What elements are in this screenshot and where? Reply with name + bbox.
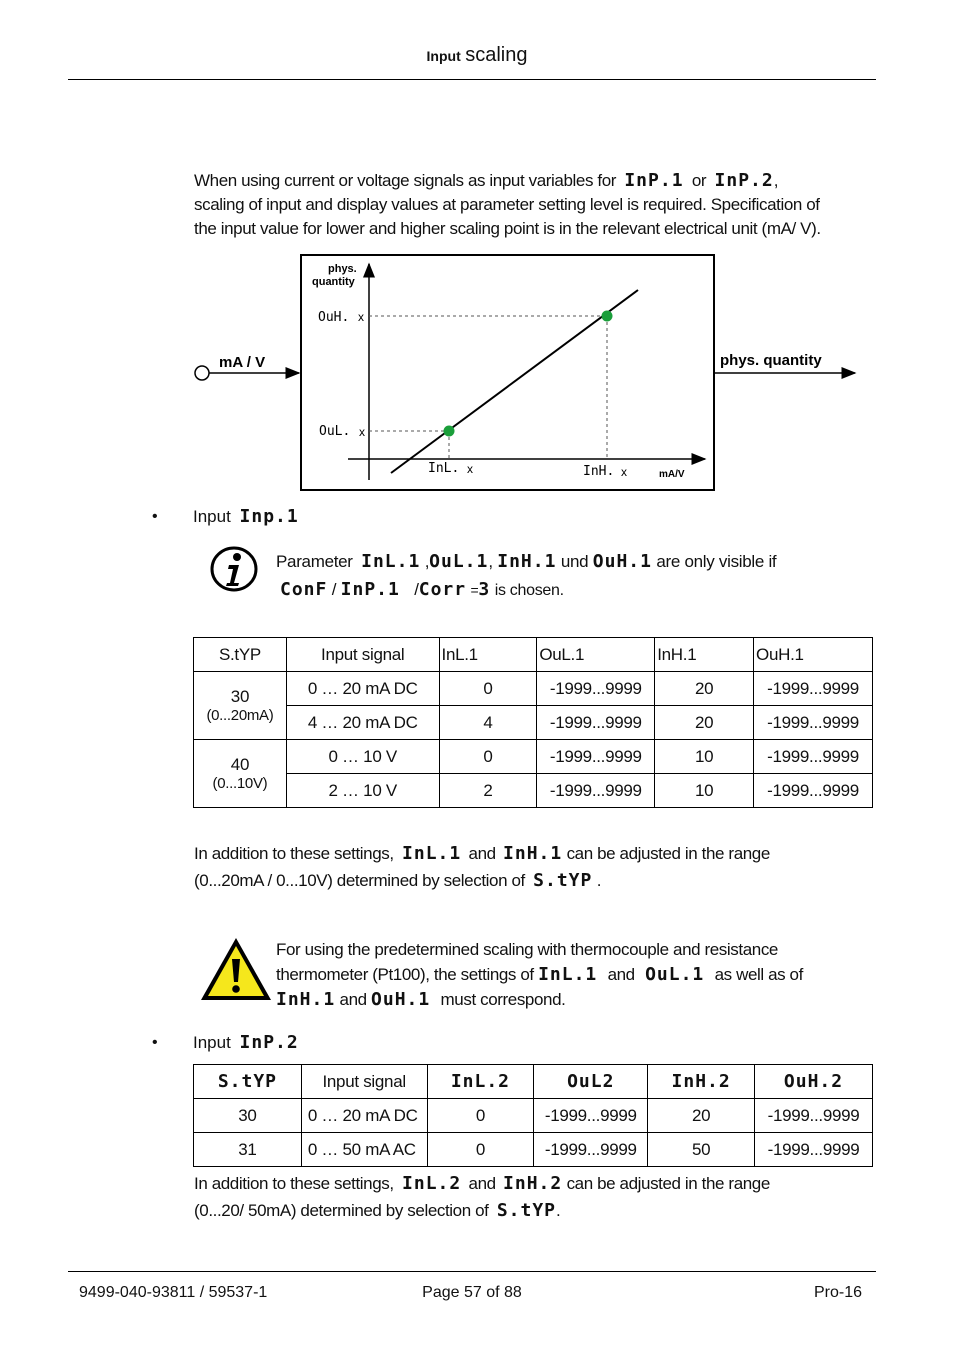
table-cell: 0 [439, 672, 537, 706]
info-code-inp1: InP.1 [340, 579, 400, 600]
table-cell: 10 [655, 774, 754, 808]
warning-line2-pre: thermometer (Pt100), the settings of [276, 965, 534, 984]
table-cell: -1999...9999 [537, 706, 655, 740]
oul-x: x [359, 425, 365, 439]
section1-after-text [194, 840, 874, 894]
table-cell: 20 [655, 672, 754, 706]
after2-dot: . [556, 1201, 561, 1220]
warning-line2-post: as well as of [714, 965, 803, 984]
table-cell: 0 [439, 740, 537, 774]
section2-code: InP.2 [239, 1032, 299, 1053]
code-inp1: InP.1 [624, 170, 684, 191]
header-title-rest: scaling [465, 44, 528, 66]
intro-text: When using current or voltage signals as input variables for [194, 171, 617, 190]
info-eq: = [470, 582, 479, 598]
table-header-row [194, 638, 873, 672]
after2-pre: In addition to these settings, [194, 1174, 394, 1193]
table-cell: -1999...9999 [537, 740, 655, 774]
table-header-cell: InL.2 [427, 1065, 534, 1099]
info-code-oul1: OuL.1 [429, 551, 489, 572]
table-cell: -1999...9999 [755, 1133, 873, 1167]
table-row [194, 740, 873, 774]
footer-page-number: Page 57 of 88 [422, 1284, 522, 1301]
after1-code-styp: S.tYP [533, 870, 593, 891]
warning-code-inl: InL.1 [538, 964, 598, 985]
info-word-visible: are only visible if [656, 552, 777, 571]
inh-x: x [621, 465, 627, 479]
after2-post: can be adjusted in the range [566, 1174, 770, 1193]
warning-line1: For using the predetermined scaling with thermocouple and resistance [276, 940, 778, 959]
table-header-cell: InL.1 [439, 638, 537, 672]
table-cell: 4 … 20 mA DC [286, 706, 439, 740]
warning-text [276, 937, 876, 1012]
point-low [444, 426, 455, 437]
table-header-cell: S.tYP [194, 638, 287, 672]
table-header-row [194, 1065, 873, 1099]
info-code-3: 3 [478, 579, 491, 600]
header-title-bold: Input [426, 48, 461, 64]
after2-and: and [468, 1174, 496, 1193]
table-row [194, 774, 873, 808]
inl-label: InL. [428, 461, 460, 476]
after2-code-styp: S.tYP [496, 1200, 556, 1221]
info-sep2: , [488, 552, 493, 571]
section1-code: Inp.1 [239, 506, 299, 527]
info-code-inl1: InL.1 [361, 551, 421, 572]
intro-comma: , [773, 171, 779, 190]
point-high [602, 311, 613, 322]
table-cell: 0 … 50 mA AC [301, 1133, 427, 1167]
table-cell: -1999...9999 [754, 774, 873, 808]
table-header-cell: Input signal [286, 638, 439, 672]
table-header-cell: OuL.1 [537, 638, 655, 672]
section2-heading [193, 1032, 299, 1053]
table-row [194, 672, 873, 706]
inh-label: InH. [583, 464, 615, 479]
ouh-x: x [358, 310, 364, 324]
table-cell: -1999...9999 [754, 672, 873, 706]
after1-post: can be adjusted in the range [566, 844, 770, 863]
ouh-label: OuH. [318, 310, 350, 325]
table-cell: 20 [655, 706, 754, 740]
section2-after-text [194, 1170, 874, 1224]
table-cell: 0 … 10 V [286, 740, 439, 774]
section1-label: Input [193, 507, 231, 526]
info-slash1: / [331, 580, 337, 599]
table-cell: 20 [648, 1099, 755, 1133]
info-sep1: , [424, 552, 430, 571]
table-cell: 2 [439, 774, 537, 808]
info-slash2: / [414, 580, 419, 599]
table-header-cell: Input signal [301, 1065, 427, 1099]
after1-code-inl: InL.1 [402, 843, 462, 864]
styp-value: 30 [230, 687, 250, 706]
oul-label: OuL. [319, 424, 351, 439]
after2-line2: (0...20/ 50mA) determined by selection of [194, 1201, 489, 1220]
y-label-line1: phys. [328, 263, 357, 275]
styp-note: (0...20mA) [206, 707, 274, 724]
warning-code-inh: InH.1 [276, 989, 336, 1010]
diagram-frame [301, 255, 714, 490]
section1-bullet: • [152, 508, 158, 525]
after2-code-inl: InL.2 [402, 1173, 462, 1194]
info-code-corr: Corr [418, 579, 467, 600]
table-header-cell: InH.1 [655, 638, 754, 672]
info-code-ouh1: OuH.1 [592, 551, 652, 572]
inp1-table [193, 637, 873, 808]
table-cell: 30 [194, 1099, 302, 1133]
input-label: mA / V [219, 354, 266, 371]
table-cell: 2 … 10 V [286, 774, 439, 808]
table-header-cell: S.tYP [194, 1065, 302, 1099]
warning-and1: and [607, 965, 635, 984]
table-header-cell: OuH.1 [754, 638, 873, 672]
table-header-cell: InH.2 [648, 1065, 755, 1099]
code-inp2: InP.2 [714, 170, 774, 191]
after1-line2: (0...20mA / 0...10V) determined by selection of [194, 871, 525, 890]
info-code-conf: ConF [280, 579, 328, 600]
intro-line3: the input value for lower and higher scaling point is in the relevant electrical unit (mA/ V). [194, 219, 821, 238]
table-cell: 0 [427, 1099, 534, 1133]
after1-and: and [468, 844, 496, 863]
table-row [194, 706, 873, 740]
footer-rule [68, 1271, 876, 1272]
scaling-diagram [0, 0, 954, 500]
table-cell: -1999...9999 [754, 740, 873, 774]
footer-product: Pro-16 [813, 1284, 862, 1301]
warning-line3-post: must correspond. [440, 990, 566, 1009]
inl-x: x [467, 462, 473, 476]
after1-dot: . [596, 871, 602, 890]
after2-code-inh: InH.2 [503, 1173, 563, 1194]
warning-code-ouh: OuH.1 [371, 989, 431, 1010]
inp2-table [193, 1064, 873, 1167]
section2-bullet: • [152, 1034, 158, 1051]
table-row [194, 1099, 873, 1133]
table-cell: 4 [439, 706, 537, 740]
table-cell: -1999...9999 [534, 1133, 648, 1167]
output-label: phys. quantity [720, 352, 822, 369]
table-cell: -1999...9999 [754, 706, 873, 740]
section2-label: Input [193, 1033, 231, 1052]
section1-heading [193, 506, 299, 527]
styp-cell [194, 672, 287, 740]
info-icon [209, 545, 259, 593]
table-row [194, 1133, 873, 1167]
after1-pre: In addition to these settings, [194, 844, 394, 863]
table-cell: 0 … 20 mA DC [301, 1099, 427, 1133]
table-cell: -1999...9999 [755, 1099, 873, 1133]
info-word-und: und [560, 552, 589, 571]
table-cell: 0 … 20 mA DC [286, 672, 439, 706]
intro-line2: scaling of input and display values at parameter setting level is required. Specification of [194, 195, 820, 214]
x-unit-label: mA/V [659, 469, 685, 480]
after1-code-inh: InH.1 [503, 843, 563, 864]
styp-cell [194, 740, 287, 808]
table-cell: 50 [648, 1133, 755, 1167]
table-cell: 0 [427, 1133, 534, 1167]
footer-doc-number: 9499-040-93811 / 59537-1 [79, 1284, 268, 1301]
input-terminal [195, 366, 209, 380]
table-cell: -1999...9999 [534, 1099, 648, 1133]
warning-code-oul: OuL.1 [645, 964, 705, 985]
table-header-cell: OuH.2 [755, 1065, 873, 1099]
styp-value: 40 [230, 755, 250, 774]
table-cell: 31 [194, 1133, 302, 1167]
table-cell: -1999...9999 [537, 774, 655, 808]
warning-icon [198, 935, 274, 1003]
table-cell: -1999...9999 [537, 672, 655, 706]
table-header-cell: OuL2 [534, 1065, 648, 1099]
warning-and2: and [339, 990, 367, 1009]
info-word-parameter: Parameter [276, 552, 353, 571]
info-code-inh1: InH.1 [497, 551, 557, 572]
info-note [276, 548, 876, 605]
info-word-chosen: is chosen. [494, 582, 564, 599]
styp-note: (0...10V) [212, 775, 268, 792]
table-cell: 10 [655, 740, 754, 774]
intro-or: or [691, 171, 707, 190]
y-label-line2: quantity [312, 276, 355, 288]
